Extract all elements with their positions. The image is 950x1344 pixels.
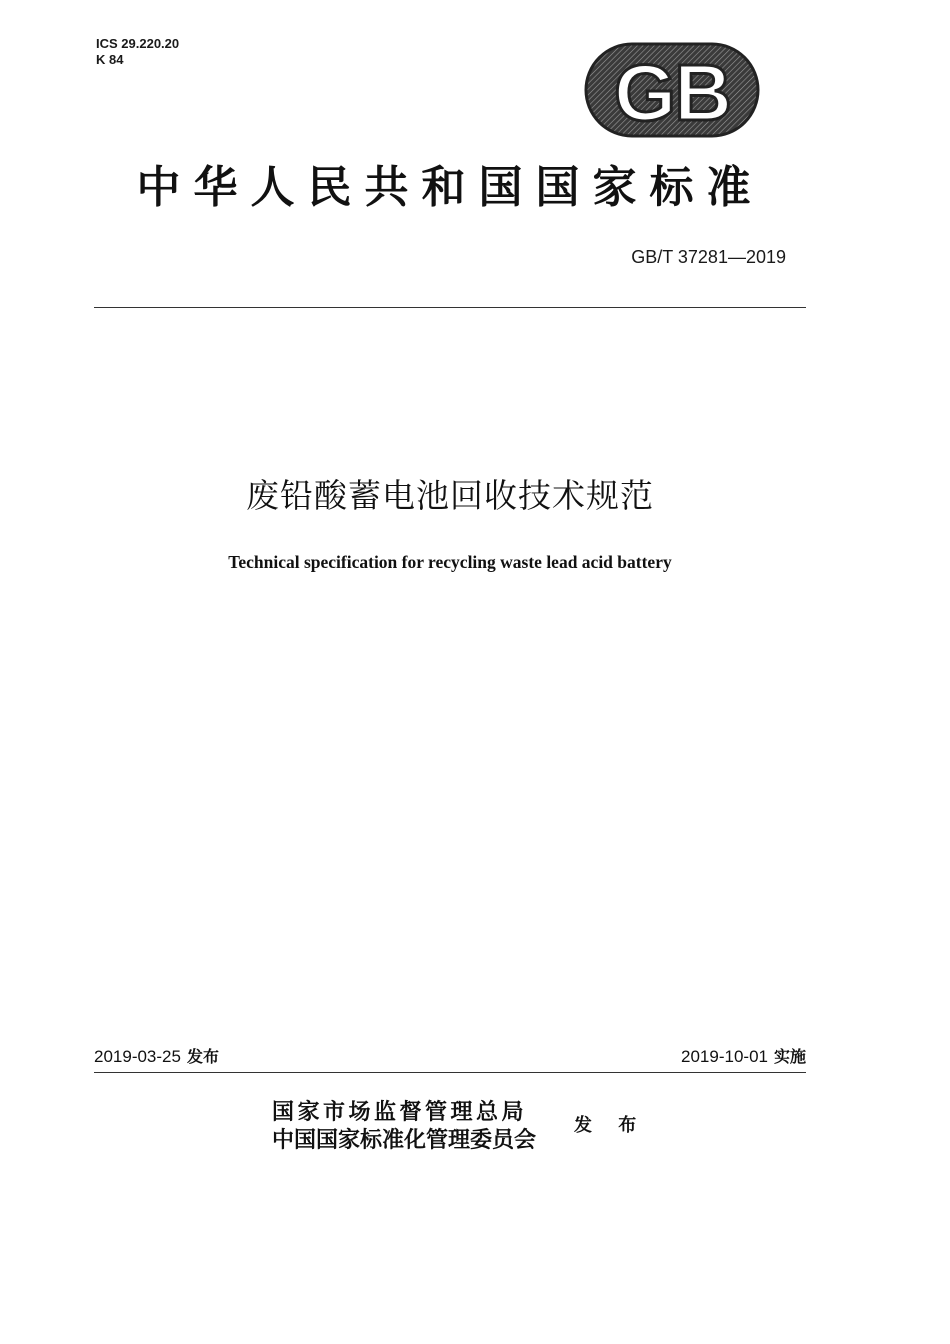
issue-label: 发布 [186, 1047, 219, 1066]
ics-code: ICS 29.220.20 [96, 36, 180, 51]
issuer-sac: 中国国家标准化管理委员会 [272, 1127, 537, 1153]
issuing-authorities [272, 1098, 536, 1154]
issue-date [94, 1046, 219, 1068]
implementation-date [681, 1046, 806, 1068]
gb-logo-text: GB [614, 48, 730, 137]
implementation-date-value: 2019-10-01 [681, 1047, 768, 1066]
implementation-label: 实施 [773, 1047, 806, 1066]
standard-number: GB/T 37281—2019 [631, 247, 786, 267]
issue-date-value: 2019-03-25 [94, 1047, 181, 1066]
national-standard-title: 中华人民共和国国家标准 [136, 162, 764, 213]
document-title-en: Technical specification for recycling waste lead acid battery [228, 552, 672, 572]
classification-code: K 84 [96, 52, 124, 67]
document-title-cn: 废铅酸蓄电池回收技术规范 [246, 476, 654, 515]
issuer-samr: 国家市场监督管理总局 [272, 1099, 528, 1125]
top-divider [94, 307, 806, 308]
publish-label: 发 布 [574, 1115, 647, 1136]
bottom-divider [94, 1072, 806, 1073]
gb-logo [584, 42, 760, 138]
